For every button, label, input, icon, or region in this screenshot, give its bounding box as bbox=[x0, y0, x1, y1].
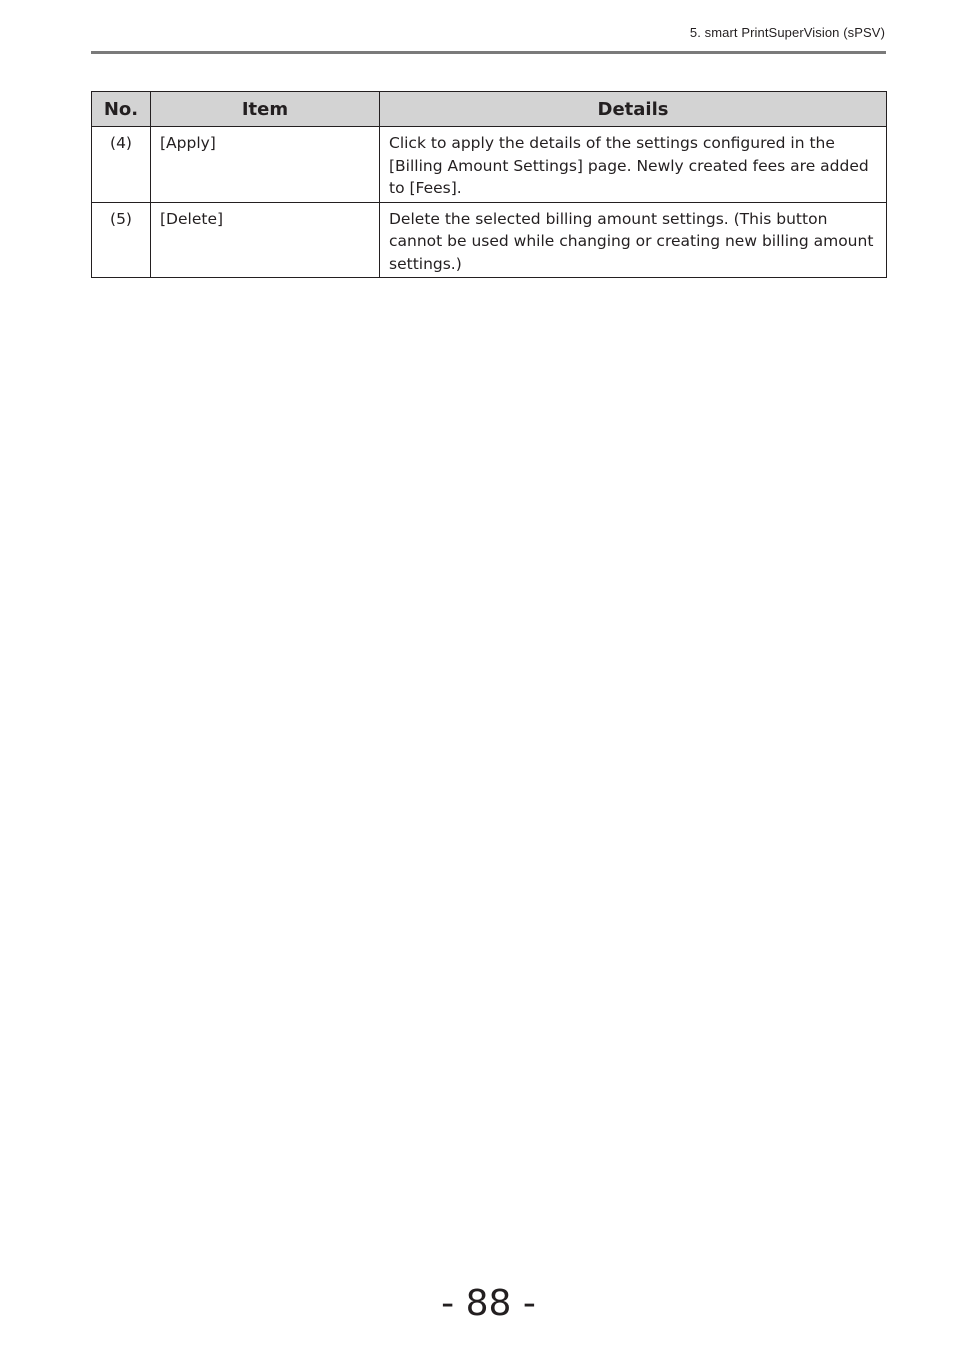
table-row bbox=[92, 202, 887, 278]
column-header-item: Item bbox=[151, 92, 380, 127]
column-header-no: No. bbox=[92, 92, 151, 127]
running-header: 5. smart PrintSuperVision (sPSV) bbox=[689, 25, 885, 40]
table-row bbox=[92, 127, 887, 203]
row-details: Click to apply the details of the settings configured in the [Billing Amount Settings] page. Newly created fees are added to [Fees]. bbox=[380, 127, 887, 203]
row-item: [Apply] bbox=[151, 127, 380, 203]
column-header-details: Details bbox=[380, 92, 887, 127]
row-number: (5) bbox=[92, 202, 151, 278]
header-rule bbox=[91, 51, 886, 54]
row-number: (4) bbox=[92, 127, 151, 203]
row-details: Delete the selected billing amount settings. (This button cannot be used while changing or creating new billing amount settings.) bbox=[380, 202, 887, 278]
settings-table bbox=[91, 91, 887, 278]
page-number: - 88 - bbox=[441, 1283, 536, 1324]
table-header-row bbox=[92, 92, 887, 127]
row-item: [Delete] bbox=[151, 202, 380, 278]
